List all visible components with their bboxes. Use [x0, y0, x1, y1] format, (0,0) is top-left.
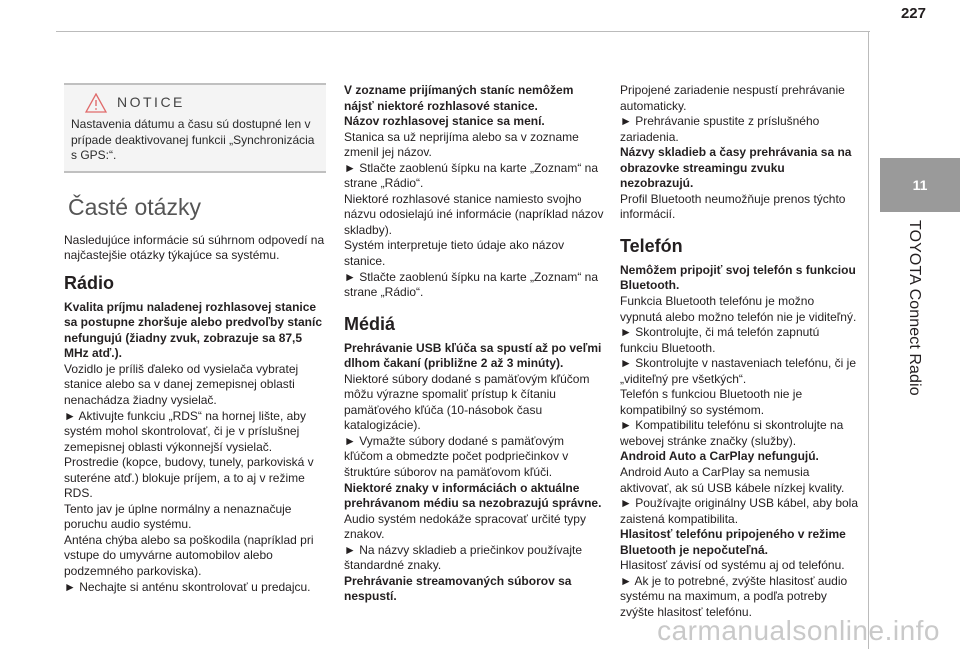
column-left [64, 83, 326, 595]
radio-answer-text: Niektoré rozhlasové stanice namiesto svojho názvu odosielajú iné informácie (napríklad názov skladby). [344, 191, 604, 237]
media-answer-text: Audio systém nedokáže spracovať určité typy znakov. [344, 511, 586, 542]
media-question-4: Názvy skladieb a časy prehrávania sa na obrazovke streamingu zvuku nezobrazujú. [620, 145, 852, 191]
phone-question-1: Nemôžem pripojiť svoj telefón s funkciou Bluetooth. [620, 262, 856, 293]
page-number: 227 [900, 5, 926, 22]
column-middle [344, 83, 606, 605]
media-heading: Médiá [344, 313, 396, 334]
radio-answer-step: ► Aktivujte funkciu „RDS“ na hornej lište, aby systém mohol skontrolovať, či je v príslušnej zemepisnej oblasti výkonnejší vysielač. [64, 408, 306, 454]
radio-answer-text: Tento jav je úplne normálny a nenaznačuje poruchu audio systému. [64, 501, 292, 532]
radio-answer-step: ► Stlačte zaoblenú šípku na karte „Zoznam“ na strane „Rádio“. [344, 160, 599, 191]
media-answer-step: ► Vymažte súbory dodané s pamäťovým kľúčom a obmedzte počet podpriečinkov v štruktúre súborov na pamäťovom kľúči. [344, 433, 569, 480]
radio-answer-step: ► Stlačte zaoblenú šípku na karte „Zoznam“ na strane „Rádio“. [344, 269, 599, 300]
radio-answer-text: Prostredie (kopce, budovy, tunely, parkoviská v suteréne atď.) blokuje príjem, a to aj v režime RDS. [64, 455, 314, 501]
radio-answer-text: Stanica sa už neprijíma alebo sa v zozname zmenil jej názov. [344, 129, 579, 160]
top-divider [56, 31, 870, 32]
faq-intro: Nasledujúce informácie sú súhrnom odpovedí na najčastejšie otázky týkajúce sa systému. [64, 232, 325, 263]
faq-heading: Časté otázky [68, 193, 201, 220]
phone-heading: Telefón [620, 235, 683, 256]
media-answer-step: ► Prehrávanie spustite z príslušného zariadenia. [620, 114, 820, 144]
media-answer-text: Profil Bluetooth neumožňuje prenos týchto informácií. [620, 191, 846, 222]
radio-heading: Rádio [64, 272, 115, 293]
chapter-number-tab: 11 [880, 158, 960, 212]
notice-text: Nastavenia dátumu a času sú dostupné len v prípade deaktivovanej funkcii „Synchronizácia s GPS:“. [71, 117, 315, 163]
media-answer-text: Niektoré súbory dodané s pamäťovým kľúčom môžu výrazne spomaliť prístup k čítaniu pamäťového kľúča (10-násobok času katalogizácie). [344, 371, 590, 433]
phone-answer-text: Hlasitosť závisí od systému aj od telefónu. [620, 558, 845, 573]
phone-answer-text: Android Auto a CarPlay sa nemusia aktivovať, ak sú USB kábele nízkej kvality. [620, 465, 845, 495]
media-question-3: Prehrávanie streamovaných súborov sa nespustí. [344, 573, 572, 604]
watermark: carmanualsonline.info [657, 615, 940, 646]
media-answer-text: Pripojené zariadenie nespustí prehrávanie automaticky. [620, 83, 845, 113]
phone-answer-step: ► Používajte originálny USB kábel, aby bola zaistená kompatibilita. [620, 496, 859, 526]
radio-answer-text: Anténa chýba alebo sa poškodila (napríklad pri vstupe do umyvárne automobilov alebo podzemného parkoviska). [64, 532, 314, 579]
phone-answer-text: Telefón s funkciou Bluetooth nie je kompatibilný so systémom. [620, 387, 803, 417]
phone-answer-step: ► Skontrolujte, či má telefón zapnutú funkciu Bluetooth. [620, 325, 820, 355]
phone-answer-step: ► Ak je to potrebné, zvýšte hlasitosť audio systému na maximum, a podľa potreby zvýšte hlasitosť telefónu. [620, 573, 848, 619]
radio-question-1: Kvalita príjmu naladenej rozhlasovej stanice sa postupne zhoršuje alebo predvoľby staníc nefungujú (žiadny zvuk, zobrazuje sa 87,5 MHz atď.). [64, 299, 323, 361]
column-right [620, 83, 858, 621]
media-answer-step: ► Na názvy skladieb a priečinkov používajte štandardné znaky. [344, 542, 582, 573]
radio-answer-text: Vozidlo je príliš ďaleko od vysielača vybratej stanice alebo sa v danej zemepisnej oblasti nenachádza žiadny vysielač. [64, 361, 299, 408]
phone-answer-text: Funkcia Bluetooth telefónu je možno vypnutá alebo možno telefón nie je viditeľný. [620, 294, 857, 324]
radio-answer-text: Systém interpretuje tieto údaje ako názov stanice. [344, 238, 565, 269]
notice-box [64, 83, 326, 173]
phone-question-2: Android Auto a CarPlay nefungujú. [620, 449, 819, 464]
media-question-2: Niektoré znaky v informáciách o aktuálne prehrávanom médiu sa nezobrazujú správne. [344, 480, 602, 511]
phone-answer-step: ► Kompatibilitu telefónu si skontrolujte na webovej stránke značky (služby). [620, 418, 844, 448]
radio-question-3: Názov rozhlasovej stanice sa mení. [344, 114, 545, 129]
chapter-title: TOYOTA Connect Radio [906, 220, 923, 396]
radio-question-2: V zozname prijímaných staníc nemôžem nájsť niektoré rozhlasové stanice. [344, 83, 574, 113]
notice-title: NOTICE [117, 94, 185, 111]
warning-icon [85, 93, 107, 113]
radio-answer-step: ► Nechajte si anténu skontrolovať u predajcu. [64, 579, 311, 594]
phone-question-3: Hlasitosť telefónu pripojeného v režime Bluetooth je nepočuteľná. [620, 527, 846, 557]
phone-answer-step: ► Skontrolujte v nastaveniach telefónu, či je „viditeľný pre všetkých“. [620, 356, 857, 386]
media-question-1: Prehrávanie USB kľúča sa spustí až po veľmi dlhom čakaní (približne 2 až 3 minúty). [344, 340, 602, 371]
side-divider [868, 31, 869, 649]
